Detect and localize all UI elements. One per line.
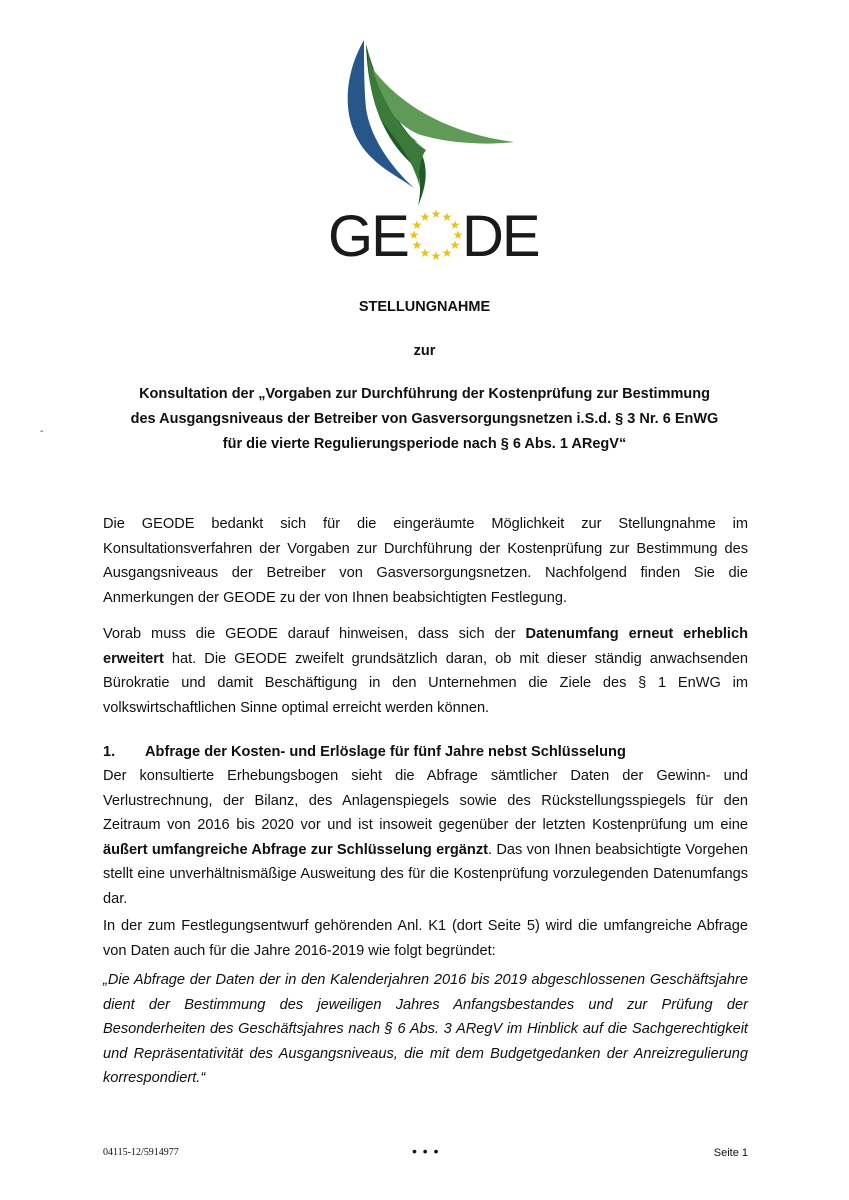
section-heading (103, 740, 626, 764)
svg-text:★: ★ (449, 218, 461, 232)
footer-reference: 04115-12/5914977 (103, 1147, 179, 1158)
text-run: Vorab muss die GEODE darauf hinweisen, dass sich der (103, 626, 526, 642)
svg-text:★: ★ (411, 238, 423, 252)
logo-star-ring (409, 207, 464, 263)
section-paragraph (103, 764, 748, 912)
svg-text:★: ★ (430, 207, 442, 221)
section-number: 1. (103, 744, 116, 760)
text-run: hat. Die GEODE zweifelt grundsätzlich daran, ob mit dieser ständig anwachsenden Bürokratie und damit Beschäftigung in den Unternehmen die Ziele des § 1 EnWG im volkswirtschaftlichen Sinne optimal erreicht werden können. (103, 650, 748, 716)
svg-text:★: ★ (419, 246, 431, 260)
svg-text:★: ★ (408, 228, 420, 242)
geode-logo (322, 38, 539, 269)
svg-text:★: ★ (452, 228, 464, 242)
text-run: Der konsultierte Erhebungsbogen sieht die Abfrage sämtlicher Daten der Gewinn- und Verlustrechnung, der Bilanz, des Anlagenspiegels sowie des Rückstellungsspiegels für den Zeitraum von 2016 bis 2020 vor und ist insoweit gegenüber der letzten Kostenprüfung um eine (103, 768, 748, 834)
title-connector: zur (413, 343, 436, 359)
svg-text:★: ★ (441, 246, 453, 260)
intro-paragraph: Die GEODE bedankt sich für die eingeräumte Möglichkeit zur Stellungnahme im Konsultationsverfahren der Vorgaben zur Durchführung der Kostenprüfung zur Bestimmung des Ausgangsniveaus der Betreiber von Gasversorgungsnetzen. Nachfolgend finden Sie die Anmerkungen der GEODE zu der von Ihnen beabsichtigten Festlegung. (103, 516, 748, 606)
footer-dots: • • • (412, 1143, 440, 1159)
quoted-paragraph: „Die Abfrage der Daten der in den Kalenderjahren 2016 bis 2019 abgeschlossenen Geschäftsjahre dient der Bestimmung des jeweiligen Jahres Anfangsbestandes und zur Prüfung der Besonderheiten des Geschäftsjahres nach § 6 Abs. 3 ARegV im Hinblick auf die Sachgerechtigkeit und Repräsentativität des Ausgangsniveaus, die mit dem Budgetgedanken der Anreizregulierung korrespondiert.“ (103, 972, 748, 1087)
margin-mark: - (40, 426, 44, 437)
logo-text-ge: GE (328, 204, 408, 269)
subject-line: des Ausgangsniveaus der Betreiber von Gasversorgungsnetzen i.S.d. § 3 Nr. 6 EnWG (130, 411, 719, 427)
text-run: . Das von Ihnen beabsichtigte Vorgehen stellt eine unverhältnismäßige Ausweitung des für die Kostenprüfung vorzulegenden Datenumfangs dar. (103, 841, 748, 907)
subject-line: für die vierte Regulierungsperiode nach § 6 Abs. 1 ARegV“ (222, 436, 627, 452)
logo-text-de: DE (462, 204, 539, 269)
section-paragraph: In der zum Festlegungsentwurf gehörenden Anl. K1 (dort Seite 5) wird die umfangreiche Abfrage von Daten auch für die Jahre 2016-2019 wie folgt begründet: (103, 918, 748, 959)
svg-text:★: ★ (419, 210, 431, 224)
emphasis-text: Datenumfang erneut erheblich erweitert (103, 626, 749, 667)
svg-text:★: ★ (441, 210, 453, 224)
svg-text:★: ★ (430, 249, 442, 263)
subject-line: Konsultation der „Vorgaben zur Durchführung der Kostenprüfung zur Bestimmung (139, 386, 710, 402)
svg-text:★: ★ (449, 238, 461, 252)
document-subject (80, 382, 769, 457)
preliminary-paragraph (103, 622, 748, 720)
section-title: Abfrage der Kosten- und Erlöslage für fünf Jahre nebst Schlüsselung (145, 744, 626, 760)
document-title: STELLUNGNAHME (358, 299, 491, 315)
footer-page-number: Seite 1 (713, 1147, 748, 1159)
svg-text:★: ★ (411, 218, 423, 232)
emphasis-text: äußert umfangreiche Abfrage zur Schlüsselung ergänzt (103, 841, 488, 858)
